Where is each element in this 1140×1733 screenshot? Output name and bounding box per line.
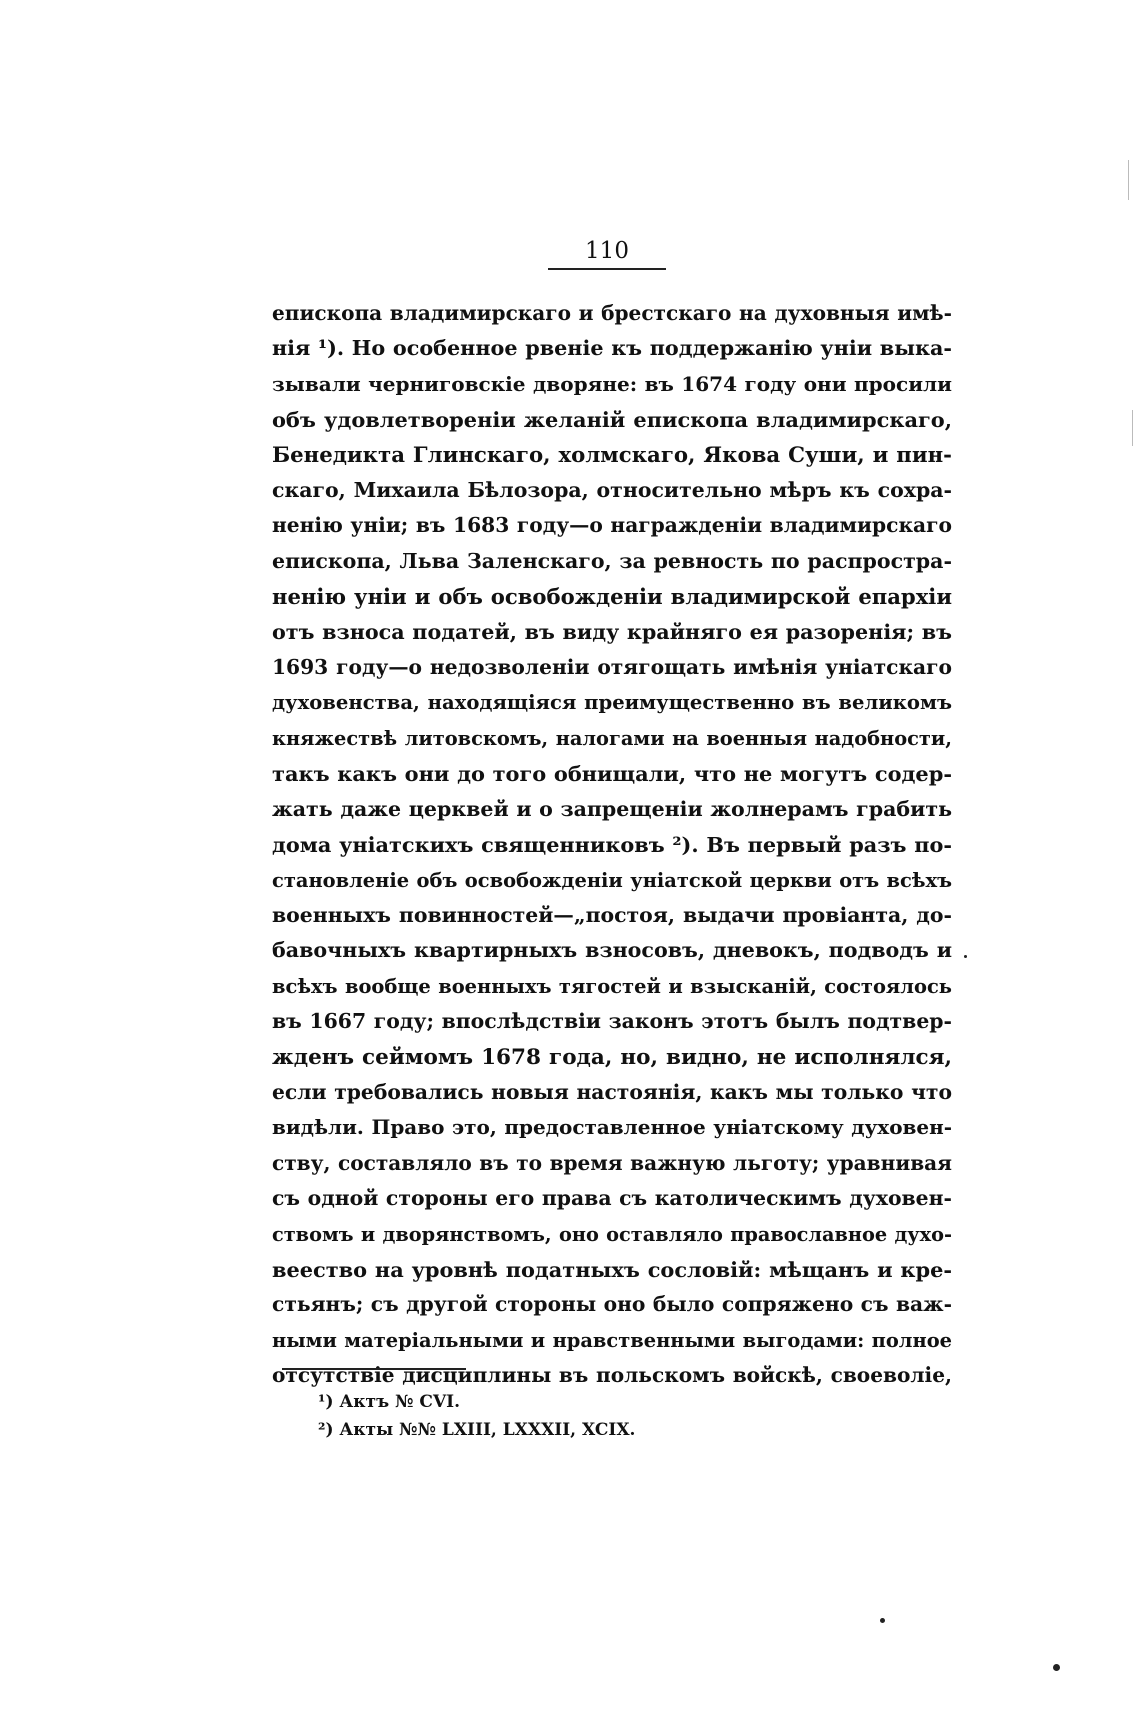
text-line: епископа владимирскаго и брестскаго на духовныя имѣ- bbox=[272, 301, 952, 325]
text-line: Бенедикта Глинскаго, холмскаго, Якова Суши, и пин- bbox=[272, 442, 952, 468]
text-line: нія ¹). Но особенное рвеніе къ поддержанію уніи выка- bbox=[272, 336, 952, 361]
text-line: становленіе объ освобожденіи уніатской церкви отъ всѣхъ bbox=[272, 868, 952, 892]
text-line: епископа, Льва Заленскаго, за ревность по распростра- bbox=[272, 548, 952, 573]
text-line: ненію уніи; въ 1683 году—о награжденіи владимирскаго bbox=[272, 513, 952, 538]
text-line: отъ взноса податей, въ виду крайняго ея разоренія; въ bbox=[272, 619, 952, 644]
text-line: 1693 году—о недозволеніи отягощать имѣнія уніатскаго bbox=[272, 655, 952, 680]
scan-margin-mark bbox=[1132, 410, 1133, 446]
footnote: ¹) Актъ № CVI. bbox=[318, 1392, 461, 1412]
footnote: ²) Акты №№ LXIII, LXXXII, XCIX. bbox=[318, 1420, 636, 1440]
text-line: стьянъ; съ другой стороны оно было сопряжено съ важ- bbox=[272, 1292, 952, 1317]
page-number: 110 bbox=[548, 238, 666, 270]
text-line: ными матеріальными и нравственными выгодами: полное bbox=[272, 1328, 952, 1352]
text-line: ству, составляло въ то время важную льготу; уравнивая bbox=[272, 1150, 952, 1175]
text-line: отсутствіе дисциплины въ польскомъ войскѣ, своеволіе, bbox=[272, 1363, 952, 1388]
text-line: ненію уніи и объ освобожденіи владимирской епархіи bbox=[272, 584, 952, 610]
text-line: военныхъ повинностей—„постоя, выдачи провіанта, до- bbox=[272, 902, 952, 927]
ink-speck bbox=[1053, 1664, 1060, 1671]
text-line: видѣли. Право это, предоставленное уніатскому духовен- bbox=[272, 1115, 952, 1140]
text-line: духовенства, находящіяся преимущественно въ великомъ bbox=[272, 691, 952, 715]
text-line: ствомъ и дворянствомъ, оно оставляло православное духо- bbox=[272, 1222, 952, 1246]
text-line: жать даже церквей и о запрещеніи жолнерамъ грабить bbox=[272, 796, 952, 821]
ink-speck bbox=[964, 955, 967, 958]
ink-speck bbox=[880, 1618, 885, 1623]
scan-margin-mark bbox=[1128, 160, 1129, 200]
footnotes bbox=[318, 1388, 738, 1444]
text-line: жденъ сеймомъ 1678 года, но, видно, не исполнялся, bbox=[272, 1044, 952, 1070]
text-line: скаго, Михаила Бѣлозора, относительно мѣръ къ сохра- bbox=[272, 478, 952, 503]
text-line: веество на уровнѣ податныхъ сословій: мѣщанъ и кре- bbox=[272, 1256, 952, 1282]
text-line: въ 1667 году; впослѣдствіи законъ этотъ былъ подтвер- bbox=[272, 1009, 952, 1034]
body-text bbox=[272, 296, 952, 1394]
text-line: объ удовлетвореніи желаній епископа владимирскаго, bbox=[272, 407, 952, 433]
text-line: дома уніатскихъ священниковъ ²). Въ первый разъ по- bbox=[272, 832, 952, 858]
text-line: такъ какъ они до того обнищали, что не могутъ содер- bbox=[272, 761, 952, 787]
text-line: зывали черниговскіе дворяне: въ 1674 году они просили bbox=[272, 371, 952, 396]
text-line: если требовались новыя настоянія, какъ мы только что bbox=[272, 1079, 952, 1104]
text-line: бавочныхъ квартирныхъ взносовъ, дневокъ, подводъ и bbox=[272, 938, 952, 963]
text-line: всѣхъ вообще военныхъ тягостей и взысканій, состоялось bbox=[272, 974, 952, 998]
text-line: княжествѣ литовскомъ, налогами на военныя надобности, bbox=[272, 726, 952, 750]
footnote-divider bbox=[282, 1368, 466, 1370]
text-line: съ одной стороны его права съ католическимъ духовен- bbox=[272, 1186, 952, 1211]
